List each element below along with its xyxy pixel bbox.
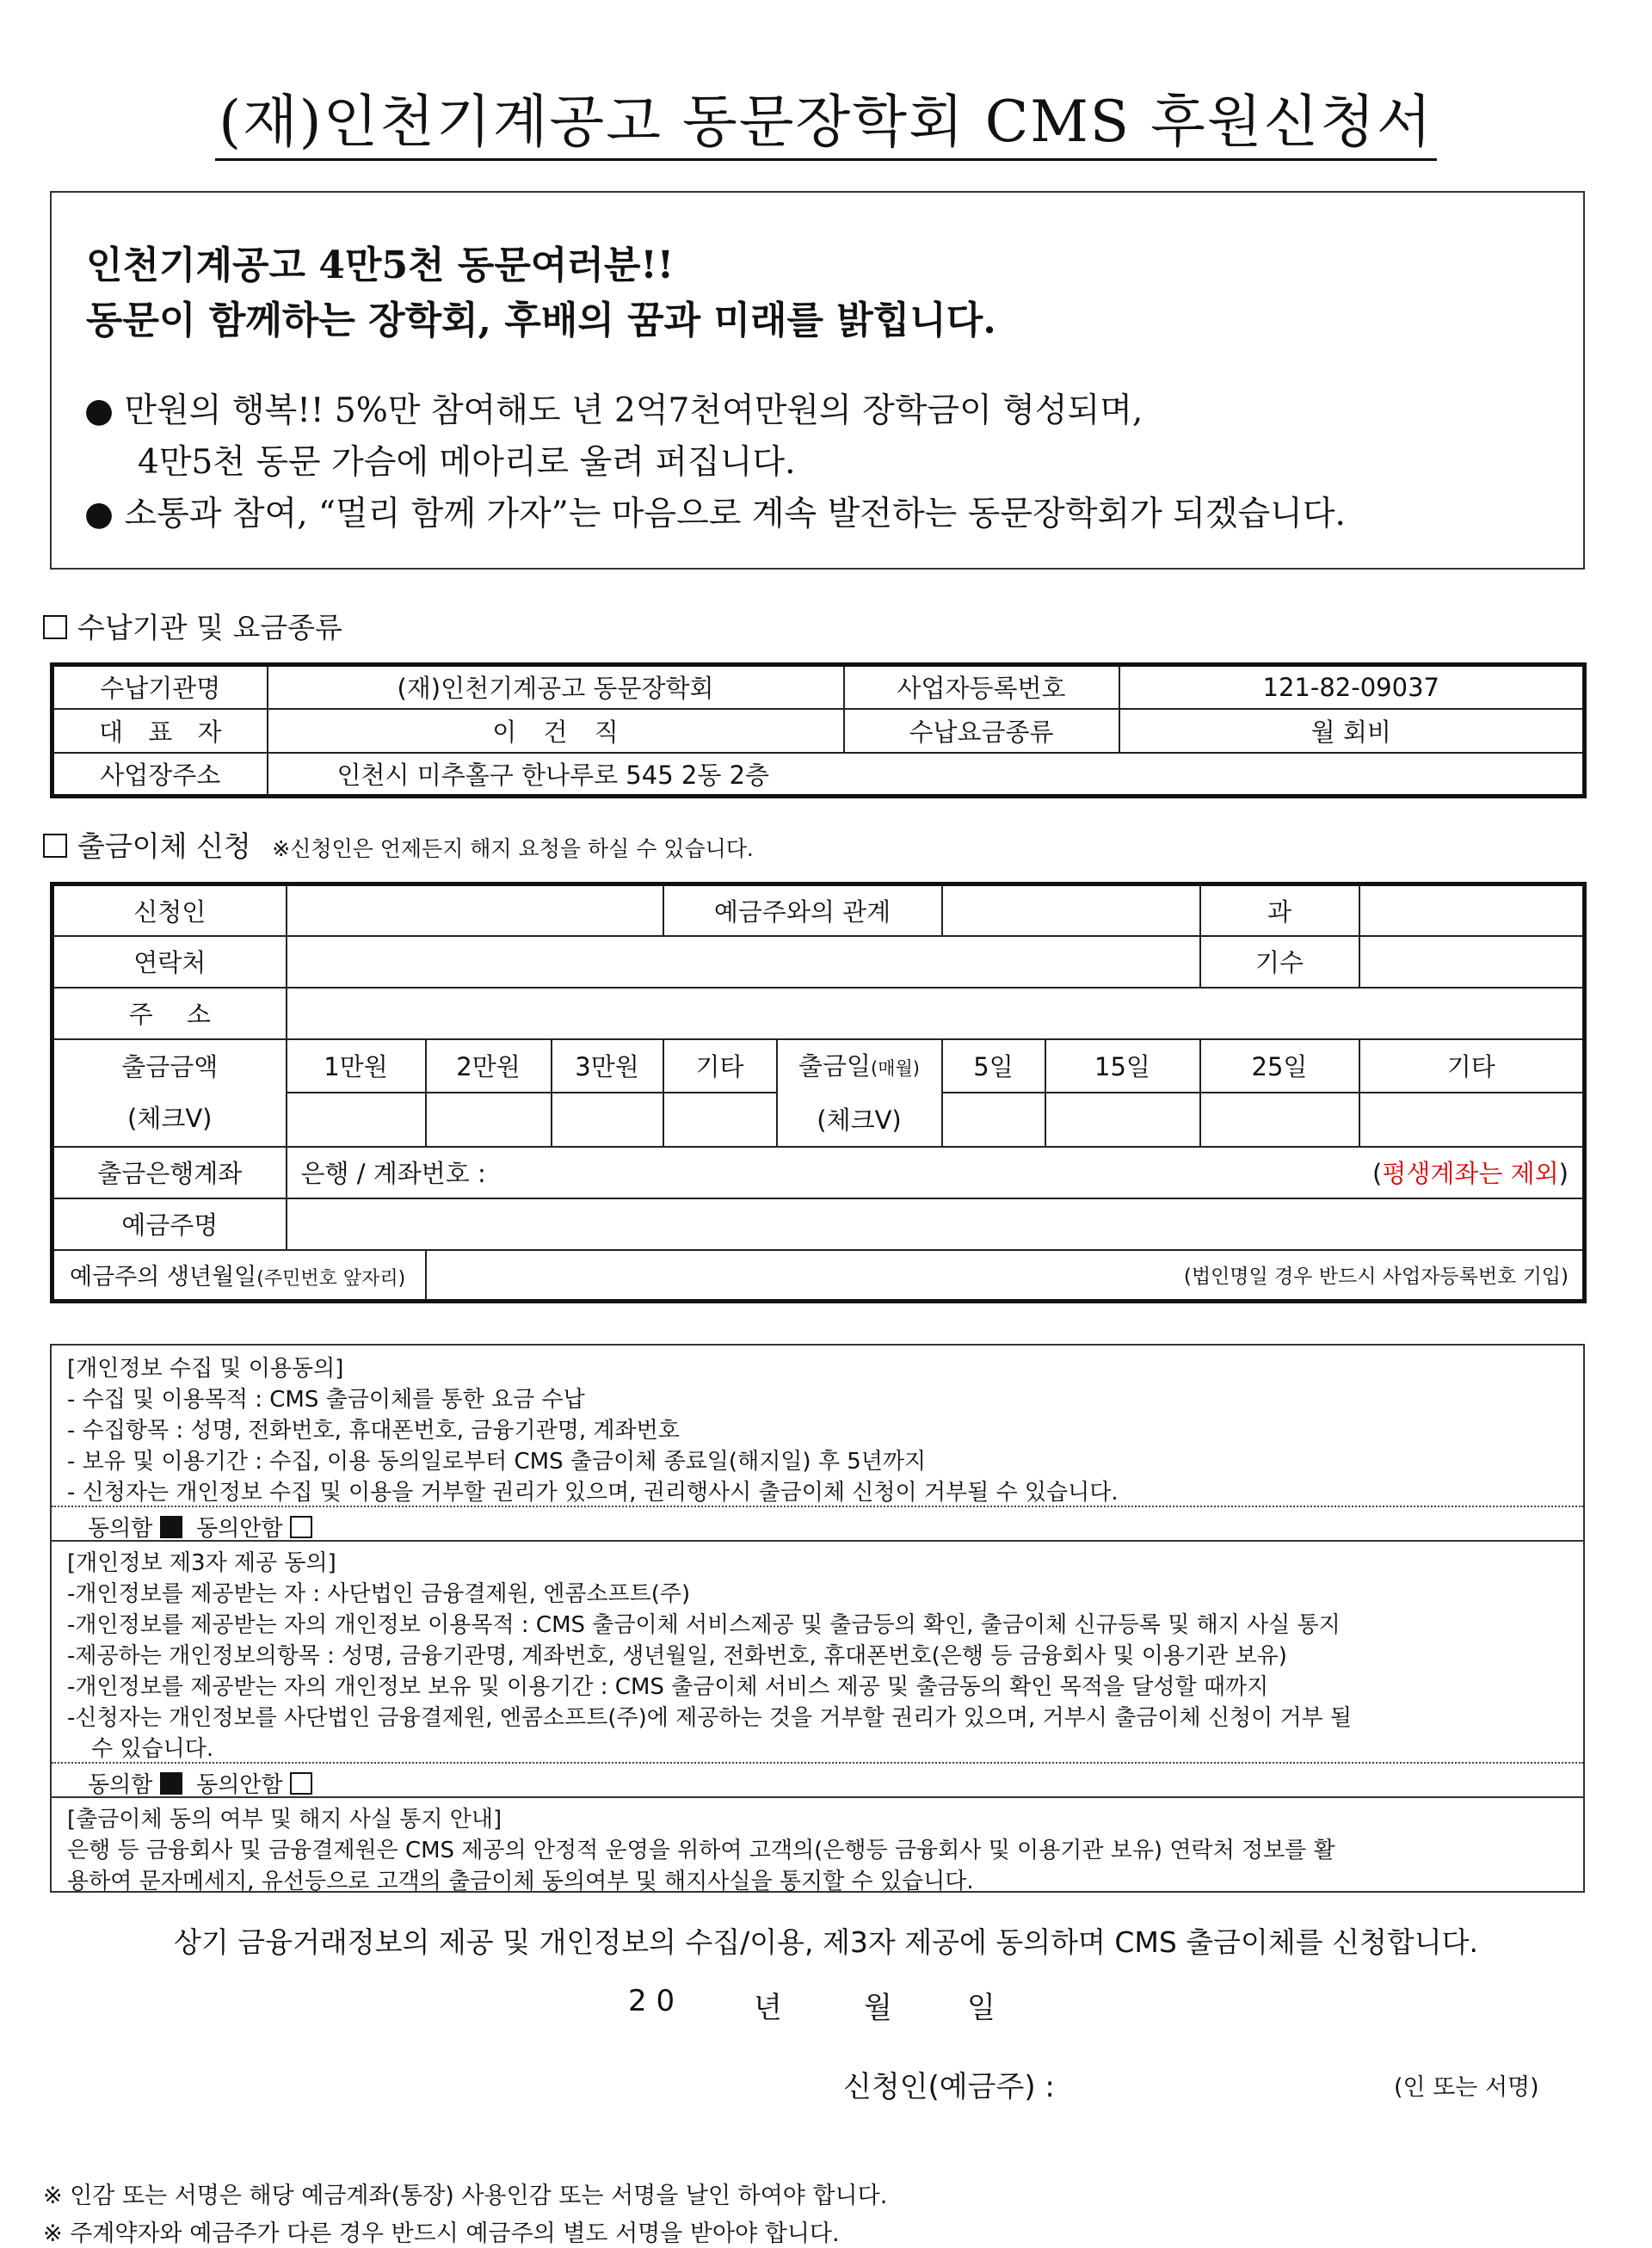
checked-box-icon[interactable] [160, 1516, 182, 1538]
relation-input[interactable] [942, 884, 1200, 936]
bank-note: (평생계좌는 제외) [1372, 1159, 1569, 1188]
day-check-25[interactable] [1200, 1093, 1359, 1147]
privacy-s1-line: - 수집 및 이용목적 : CMS 출금이체를 통한 요금 수납 [67, 1387, 585, 1413]
privacy-s1-line: - 보유 및 이용기간 : 수집, 이용 동의일로부터 CMS 출금이체 종료일(해지일) 후 5년까지 [67, 1449, 927, 1475]
day-option-25: 25일 [1200, 1039, 1359, 1093]
applicant-table [50, 882, 1587, 1303]
amount-label: 출금금액 (체크V) [52, 1039, 287, 1147]
checked-box-icon[interactable] [160, 1772, 182, 1795]
day-check-other[interactable] [1359, 1093, 1585, 1147]
date-month: 월 [864, 1991, 892, 2025]
checkbox-icon [43, 615, 67, 639]
addr-label: 사업장주소 [52, 753, 268, 797]
day-check-5[interactable] [942, 1093, 1045, 1147]
org-value: (재)인천기계공고 동문장학회 [268, 665, 844, 709]
amount-check-1[interactable] [287, 1093, 426, 1147]
date-prefix: 2 0 [628, 1984, 675, 2018]
divider [52, 1540, 1583, 1542]
intro-bullet-2: ● 소통과 참여, “멀리 함께 가자”는 마음으로 계속 발전하는 동문장학회가 되겠습니다. [84, 495, 1346, 533]
footnote: ※ 주계약자와 예금주가 다른 경우 반드시 예금주의 별도 서명을 받아야 합니다. [43, 2220, 840, 2247]
bank-label: 출금은행계좌 [52, 1147, 287, 1198]
rep-value: 이 건 직 [268, 709, 844, 753]
birth-label: 예금주의 생년월일(주민번호 앞자리) [52, 1250, 426, 1302]
divider [52, 1762, 1583, 1764]
privacy-s3-title: [출금이체 동의 여부 및 해지 사실 통지 안내] [67, 1807, 502, 1832]
amount-option-3: 3만원 [552, 1039, 663, 1093]
privacy-s2-line: -개인정보를 제공받는 자 : 사단법인 금융결제원, 엔콤소프트(주) [67, 1581, 691, 1607]
day-check-15[interactable] [1045, 1093, 1200, 1147]
class-label: 기수 [1200, 936, 1359, 988]
privacy-s2-title: [개인정보 제3자 제공 동의] [67, 1550, 336, 1576]
holder-input[interactable] [287, 1198, 1585, 1250]
checkbox-icon [43, 834, 67, 858]
day-option-5: 5일 [942, 1039, 1045, 1093]
date-year: 년 [754, 1991, 782, 2025]
section-payee-heading: 수납기관 및 요금종류 [43, 606, 342, 646]
section-transfer-heading: 출금이체 신청 ※신청인은 언제든지 해지 요청을 하실 수 있습니다. [43, 824, 754, 865]
privacy-s2-line: -제공하는 개인정보의항목 : 성명, 금융기관명, 계좌번호, 생년월일, 전화번호, 휴대폰번호(은행 등 금융회사 및 이용기관 보유) [67, 1643, 1287, 1669]
divider [52, 1506, 1583, 1507]
rep-label: 대 표 자 [52, 709, 268, 753]
dept-input[interactable] [1359, 884, 1585, 936]
signature-label: 신청인(예금주) : [843, 2070, 1055, 2104]
privacy-s1-title: [개인정보 수집 및 이용동의] [67, 1356, 344, 1382]
footnote: ※ 인감 또는 서명은 해당 예금계좌(통장) 사용인감 또는 서명을 날인 하여야 합니다. [43, 2183, 888, 2209]
privacy-consent-box [50, 1344, 1585, 1893]
day-option-other: 기타 [1359, 1039, 1585, 1093]
relation-label: 예금주와의 관계 [663, 884, 942, 936]
privacy-s1-line: - 수집항목 : 성명, 전화번호, 휴대폰번호, 금융기관명, 계좌번호 [67, 1418, 680, 1444]
date-day: 일 [967, 1991, 996, 2025]
amount-option-other: 기타 [663, 1039, 777, 1093]
consent-row-1: 동의함 동의안함 [88, 1511, 312, 1543]
privacy-s2-line: 수 있습니다. [91, 1736, 214, 1762]
day-option-15: 15일 [1045, 1039, 1200, 1093]
class-input[interactable] [1359, 936, 1585, 988]
bank-input[interactable]: 은행 / 계좌번호 : (평생계좌는 제외) [287, 1147, 1585, 1198]
signature-hint[interactable]: (인 또는 서명) [1394, 2074, 1539, 2101]
section-transfer-note: ※신청인은 언제든지 해지 요청을 하실 수 있습니다. [272, 836, 754, 861]
bizno-value: 121-82-09037 [1119, 665, 1585, 709]
payee-table [50, 662, 1587, 798]
contact-label: 연락처 [52, 936, 287, 988]
intro-line-2: 동문이 함께하는 장학회, 후배의 꿈과 미래를 밝힙니다. [86, 299, 996, 342]
amount-check-3[interactable] [552, 1093, 663, 1147]
fee-value: 월 회비 [1119, 709, 1585, 753]
privacy-s3-line: 은행 등 금융회사 및 금융결제원은 CMS 제공의 안정적 운영을 위하여 고객의(은행등 금융회사 및 이용기관 보유) 연락처 정보를 활 [67, 1838, 1335, 1863]
privacy-s2-line: -개인정보를 제공받는 자의 개인정보 이용목적 : CMS 출금이체 서비스제공 및 출금등의 확인, 출금이체 신규등록 및 해지 사실 통지 [67, 1612, 1341, 1638]
applicant-label: 신청인 [52, 884, 287, 936]
intro-line-1: 인천기계공고 4만5천 동문여러분!! [86, 243, 675, 287]
amount-check-2[interactable] [426, 1093, 552, 1147]
intro-box [50, 191, 1585, 570]
fee-label: 수납요금종류 [844, 709, 1119, 753]
intro-bullet-1: ● 만원의 행복!! 5%만 참여해도 년 2억7천여만원의 장학금이 형성되며, [84, 391, 1143, 430]
divider [52, 1796, 1583, 1798]
holder-label: 예금주명 [52, 1198, 287, 1250]
consent-statement: 상기 금융거래정보의 제공 및 개인정보의 수집/이용, 제3자 제공에 동의하며 CMS 출금이체를 신청합니다. [173, 1925, 1479, 1959]
bizno-label: 사업자등록번호 [844, 665, 1119, 709]
contact-input[interactable] [287, 936, 1200, 988]
amount-option-1: 1만원 [287, 1039, 426, 1093]
dept-label: 과 [1200, 884, 1359, 936]
birth-input[interactable]: (법인명일 경우 반드시 사업자등록번호 기입) [426, 1250, 1585, 1302]
page-title: (재)인천기계공고 동문장학회 CMS 후원신청서 [0, 76, 1652, 157]
intro-bullet-1-cont: 4만5천 동문 가슴에 메아리로 울려 퍼집니다. [138, 443, 796, 482]
privacy-s3-line: 용하여 문자메세지, 유선등으로 고객의 출금이체 동의여부 및 해지사실을 통지할 수 있습니다. [67, 1869, 974, 1894]
privacy-s2-line: -신청자는 개인정보를 사단법인 금융결제원, 엔콤소프트(주)에 제공하는 것을 거부할 권리가 있으며, 거부시 출금이체 신청이 거부 될 [67, 1705, 1353, 1731]
unchecked-box-icon[interactable] [290, 1772, 312, 1795]
day-label: 출금일(매월) (체크V) [777, 1039, 942, 1147]
amount-option-2: 2만원 [426, 1039, 552, 1093]
privacy-s1-line: - 신청자는 개인정보 수집 및 이용을 거부할 권리가 있으며, 권리행사시 출금이체 신청이 거부될 수 있습니다. [67, 1480, 1119, 1506]
address-label: 주 소 [52, 988, 287, 1039]
privacy-s2-line: -개인정보를 제공받는 자의 개인정보 보유 및 이용기간 : CMS 출금이체 서비스 제공 및 출금동의 확인 목적을 달성할 때까지 [67, 1674, 1269, 1700]
amount-check-other[interactable] [663, 1093, 777, 1147]
addr-value: 인천시 미추홀구 한나루로 545 2동 2층 [268, 753, 1585, 797]
org-label: 수납기관명 [52, 665, 268, 709]
consent-row-2: 동의함 동의안함 [88, 1767, 312, 1799]
unchecked-box-icon[interactable] [290, 1516, 312, 1538]
applicant-input[interactable] [287, 884, 663, 936]
address-input[interactable] [287, 988, 1585, 1039]
